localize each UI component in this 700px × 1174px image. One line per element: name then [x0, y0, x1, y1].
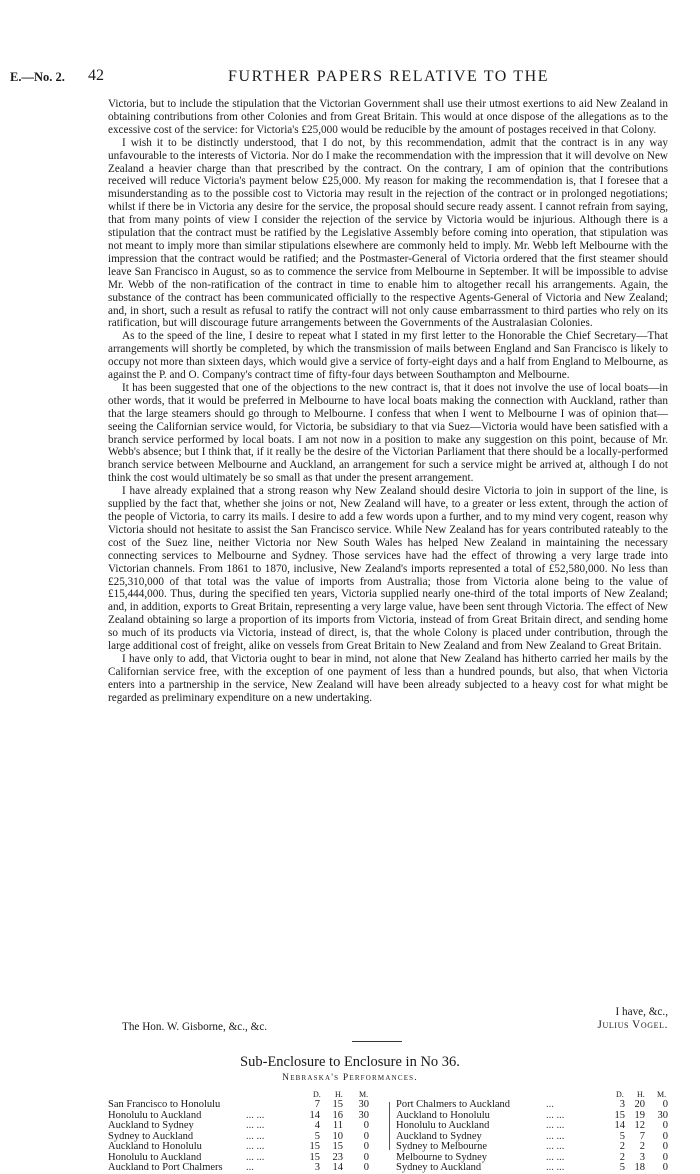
days-value: 14: [614, 1120, 625, 1131]
minutes-value: 30: [657, 1109, 668, 1121]
minutes-header: M.: [359, 1090, 369, 1099]
table-row: [108, 1153, 383, 1164]
page-number: 42: [88, 67, 104, 84]
days-value: 15: [309, 1151, 320, 1163]
leader-dots: ... ...: [546, 1109, 565, 1121]
hours-value: 23: [332, 1151, 343, 1163]
hours-value: 14: [332, 1162, 343, 1173]
table-row: [108, 1163, 383, 1174]
table-caption: Nebraska's Performances.: [282, 1073, 418, 1083]
minutes-value: 0: [662, 1162, 668, 1173]
hours-value: 15: [332, 1141, 343, 1152]
hours-value: 16: [332, 1109, 343, 1121]
table-row: [108, 1121, 383, 1132]
hours-header: H.: [637, 1090, 645, 1099]
route-name: San Francisco to Honolulu: [108, 1099, 221, 1110]
route-name: Melbourne to Sydney: [396, 1151, 487, 1163]
running-title: FURTHER PAPERS RELATIVE TO THE: [228, 68, 550, 85]
leader-dots: ... ...: [546, 1141, 565, 1152]
days-value: 15: [614, 1109, 625, 1121]
table-row: [396, 1132, 668, 1143]
table-row: [108, 1142, 383, 1153]
days-value: 3: [619, 1099, 625, 1110]
days-value: 3: [314, 1162, 320, 1173]
table-row: [108, 1132, 383, 1143]
signature: Julius Vogel.: [597, 1019, 668, 1031]
leader-dots: ... ...: [546, 1120, 565, 1131]
hours-value: 12: [634, 1120, 645, 1131]
leader-dots: ...: [546, 1099, 554, 1110]
route-name: Auckland to Honolulu: [108, 1141, 202, 1152]
hours-value: 15: [332, 1099, 343, 1110]
route-name: Sydney to Melbourne: [396, 1141, 487, 1152]
hours-header: H.: [335, 1090, 343, 1099]
table-row: [396, 1121, 668, 1132]
leader-dots: ...: [246, 1162, 254, 1173]
minutes-header: M.: [657, 1090, 667, 1099]
paragraph: Victoria, but to include the stipulation that the Victorian Government shall use their utmost exertions to aid New Zealand in obtaining contributions from other Colonies and from Great Britain. This would at once dispose of the allegations as to the excessive cost of the service: for Victoria's £25,000 would be reducible by the amount of postages received in that Colony.: [108, 98, 668, 136]
table-row: [396, 1153, 668, 1164]
route-name: Auckland to Honolulu: [396, 1109, 490, 1121]
route-name: Port Chalmers to Auckland: [396, 1099, 511, 1110]
minutes-value: 30: [358, 1099, 369, 1110]
paragraph: I wish it to be distinctly understood, that I do not, by this recommendation, admit that the contract is in any way unfavourable to the interests of Victoria. Nor do I make the recommendation with the impression that it will devolve on New Zealand a heavier charge than that prescribed by the contract. On the contrary, I am of opinion that the contributions received will reduce Victoria's payment below £25,000. My reason for making the recommendation is, that I foresee that a misunderstanding as to the possible cost to Victoria may result in the rejection of the contract or in prolonged negotiations; whilst if there be in Victoria any desire for the service, the proposal should secure ready assent. I cannot refrain from saying, that from many points of view I consider the rejection of the service by Victoria would be injurious. Although there is a stipulation that the contract must be ratified by the Legislative Assembly before coming into operation, that stipulation was not meant to imply more than similar stipulations elsewhere are commonly held to imply. Mr. Webb left Melbourne with the impression that the contract would be ratified; and the Postmaster-General of Victoria ordered that the first steamer should leave San Francisco in August, so as to commence the service from Melbourne in September. It will be impossible to advise Mr. Webb of the non-ratification of the contract in time to enable him to altogether recall his arrangements. Again, the substance of the contract has been communicated officially to the respective Agents-General of Victoria and New Zealand; and, in short, such a result as refusal to ratify the contract will not only cause embarrassment to third parties who rely on its ratification, but will discourage future arrangements between the Governments of the Australasian Colonies.: [108, 136, 668, 330]
paragraph: It has been suggested that one of the objections to the new contract is, that it does not involve the use of local boats—in other words, that it would be preferred in Melbourne to have local boats making the connection with Auckland, rather than that the large steamers should go through to Melbourne. I confess that when I went to Melbourne I was of opinion that—seeing the Californian service would, for Victoria, be subsidiary to that via Suez—Victoria would have been satisfied with a branch service performed by local boats. I am not now in a position to make any suggestion on this point, because of Mr. Webb's absence; but I think that, if it really be the desire of the Victorian Parliament that there should be a locally-performed branch service between Melbourne and Auckland, an arrangement for such a service might be arrived at, although I do not think the cost would ultimately be so small as that under the present arrangement.: [108, 381, 668, 485]
days-value: 5: [314, 1130, 320, 1142]
leader-dots: ... ...: [546, 1130, 565, 1142]
days-value: 15: [309, 1141, 320, 1152]
leader-dots: ... ...: [246, 1151, 265, 1163]
hours-value: 19: [634, 1109, 645, 1121]
minutes-value: 0: [662, 1099, 668, 1110]
salutation: I have, &c.,: [615, 1006, 668, 1018]
days-value: 5: [619, 1130, 625, 1142]
section-divider: [352, 1041, 402, 1042]
leader-dots: ... ...: [246, 1109, 265, 1121]
days-value: 7: [314, 1099, 320, 1110]
minutes-value: 0: [363, 1141, 369, 1152]
route-name: Auckland to Port Chalmers: [108, 1162, 223, 1173]
minutes-value: 0: [363, 1120, 369, 1131]
days-value: 4: [314, 1120, 320, 1131]
hours-value: 11: [332, 1120, 343, 1131]
route-name: Sydney to Auckland: [108, 1130, 194, 1142]
route-name: Sydney to Auckland: [396, 1162, 482, 1173]
days-header: D.: [313, 1090, 321, 1099]
column-divider: [389, 1102, 390, 1150]
leader-dots: ... ...: [246, 1120, 265, 1131]
hours-value: 20: [634, 1099, 645, 1110]
minutes-value: 0: [662, 1141, 668, 1152]
paragraph: As to the speed of the line, I desire to repeat what I stated in my first letter to the Honorable the Chief Secretary—That arrangements will shortly be completed, by which the transmission of mails between England and San Francisco is likely to occupy not more than sixteen days, which would give a service of forty-eight days and a half from England to Melbourne, as against the P. and O. Company's contract time of fifty-four days between Southampton and Melbourne.: [108, 330, 668, 382]
addressee: The Hon. W. Gisborne, &c., &c.: [122, 1021, 268, 1033]
minutes-value: 0: [662, 1130, 668, 1142]
paragraph: I have only to add, that Victoria ought to bear in mind, not alone that New Zealand has hitherto carried her mails by the Californian service free, with the exception of one payment of less than a hundred pounds, but also, that when Victoria enters into a partnership in the service, New Zealand will have been already subjected to a heavy cost for what might be regarded as preliminary expenditure on a new undertaking.: [108, 652, 668, 704]
route-name: Honolulu to Auckland: [108, 1151, 202, 1163]
leader-dots: ... ...: [546, 1151, 565, 1163]
hours-value: 10: [332, 1130, 343, 1142]
days-value: 2: [619, 1151, 625, 1163]
route-name: Auckland to Sydney: [108, 1120, 194, 1131]
days-value: 14: [309, 1109, 320, 1121]
minutes-value: 0: [363, 1130, 369, 1142]
left-column: [108, 1088, 383, 1174]
hours-value: 3: [639, 1151, 645, 1163]
table-row: [396, 1163, 668, 1174]
document-reference: E.—No. 2.: [10, 70, 65, 84]
paragraph: I have already explained that a strong reason why New Zealand should desire Victoria to join in support of the line, is supplied by the fact that, whether she joins or not, New Zealand will have, to a greater or less extent, through the action of the people of Victoria, to carry its mails. I desire to add a few words upon a further, and to my mind very cogent, reason why Victoria should not hesitate to assist the San Francisco service. While New Zealand has for years contributed rateably to the cost of the Suez line, neither Victoria nor New South Wales has helped New Zealand in maintaining the necessary connecting services to Melbourne and Sydney. Those services have had the effect of throwing a very large trade into Victorian channels. From 1861 to 1870, inclusive, New Zealand's imports represented a total of £52,580,000. No less than £25,310,000 of that total was the value of imports from Australia; those from Victoria alone being to the value of £15,444,000. Thus, during the specified ten years, Victoria supplied nearly one-third of the total imports of New Zealand; and, in addition, exports to Great Britain, representing a very large value, have been sent through Victoria. The effect of New Zealand obtaining so large a proportion of its imports from Victoria, instead of from Great Britain direct, and sending home so much of its products via Victoria, instead of direct, is, that the whole Colony is placed under contribution, through the large additional cost of freight, alike on vessels from Great Britain to New Zealand and from New Zealand to Great Britain.: [108, 485, 668, 653]
minutes-value: 0: [363, 1162, 369, 1173]
route-name: Honolulu to Auckland: [396, 1120, 490, 1131]
leader-dots: ... ...: [246, 1130, 265, 1142]
right-column: [396, 1088, 668, 1174]
hours-value: 2: [639, 1141, 645, 1152]
page-header: [0, 66, 700, 90]
days-value: 2: [619, 1141, 625, 1152]
minutes-value: 0: [363, 1151, 369, 1163]
sub-enclosure-heading: Sub-Enclosure to Enclosure in No 36.: [240, 1054, 460, 1070]
leader-dots: ... ...: [546, 1162, 565, 1173]
minutes-value: 30: [358, 1109, 369, 1121]
route-name: Honolulu to Auckland: [108, 1109, 202, 1121]
route-name: Auckland to Sydney: [396, 1130, 482, 1142]
letter-signoff: [597, 1006, 668, 1032]
minutes-value: 0: [662, 1120, 668, 1131]
days-header: D.: [616, 1090, 624, 1099]
hours-value: 7: [639, 1130, 645, 1142]
table-row: [396, 1100, 668, 1111]
table-row: [396, 1142, 668, 1153]
letter-body: [108, 98, 668, 705]
table-row: [108, 1100, 383, 1111]
days-value: 5: [619, 1162, 625, 1173]
minutes-value: 0: [662, 1151, 668, 1163]
leader-dots: ... ...: [246, 1141, 265, 1152]
hours-value: 18: [634, 1162, 645, 1173]
